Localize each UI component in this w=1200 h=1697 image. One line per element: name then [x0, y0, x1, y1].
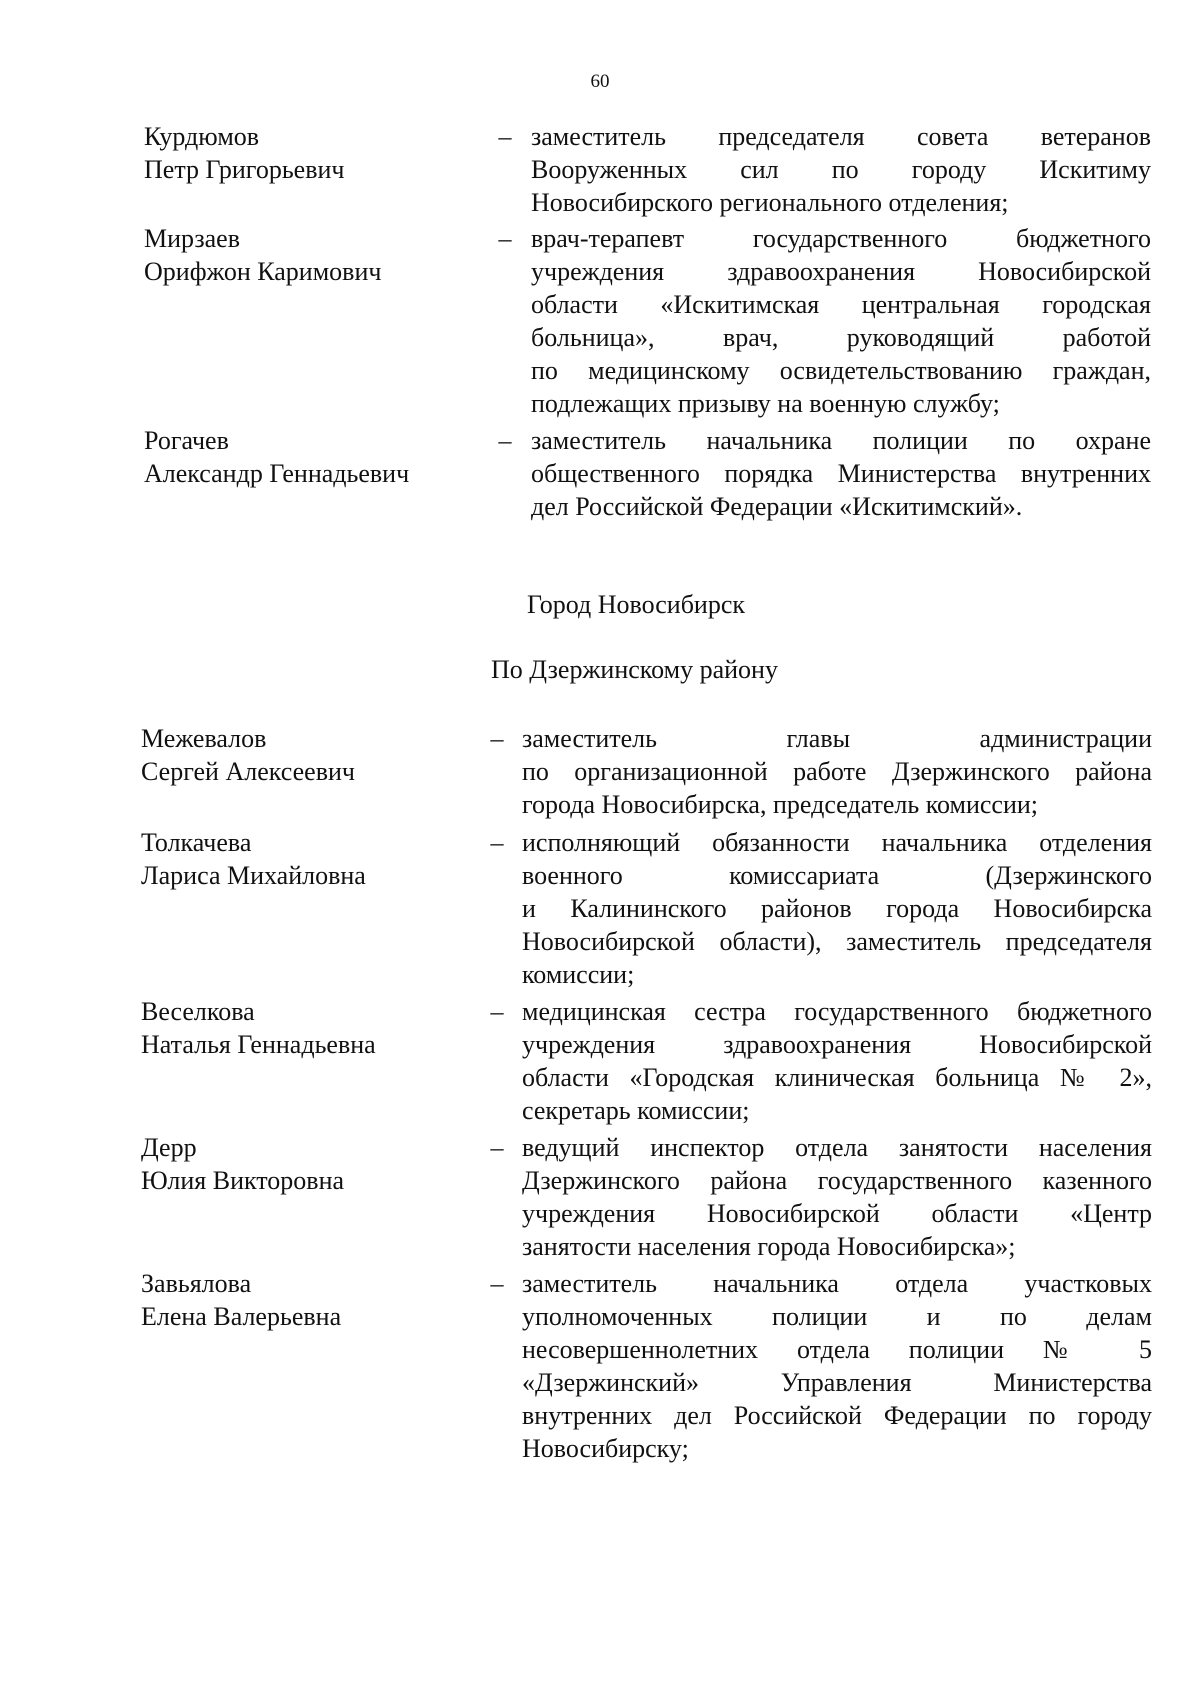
member-position — [522, 722, 1152, 821]
member-given-names: Орифжон Каримович — [144, 257, 382, 286]
member-given-names: Наталья Геннадьевна — [141, 1030, 376, 1059]
position-line: занятости населения города Новосибирска»; — [522, 1232, 1016, 1261]
member-name — [141, 722, 481, 788]
position-line: ведущий инспектор отдела занятости населения — [522, 1133, 1152, 1162]
position-line: внутренних дел Российской Федерации по городу — [522, 1401, 1152, 1430]
position-line: несовершеннолетних отдела полиции № 5 — [522, 1335, 1152, 1364]
member-name — [141, 1267, 481, 1333]
position-line: медицинская сестра государственного бюджетного — [522, 997, 1152, 1026]
position-line: секретарь комиссии; — [522, 1096, 750, 1125]
member-position — [522, 995, 1152, 1127]
position-line: Дзержинского района государственного казенного — [522, 1166, 1152, 1195]
member-name — [144, 222, 484, 288]
position-line: области «Городская клиническая больница № 2», — [522, 1063, 1152, 1092]
position-line: дел Российской Федерации «Искитимский». — [531, 492, 1023, 521]
member-surname: Мирзаев — [144, 224, 240, 253]
member-surname: Межевалов — [141, 724, 267, 753]
member-position — [522, 826, 1152, 991]
position-line: области «Искитимская центральная городская — [531, 290, 1151, 319]
member-name — [141, 826, 481, 892]
member-name — [141, 995, 481, 1061]
position-line: и Калининского районов города Новосибирска — [522, 894, 1152, 923]
position-line: Новосибирску; — [522, 1434, 689, 1463]
position-line: учреждения здравоохранения Новосибирской — [522, 1030, 1152, 1059]
member-surname: Рогачев — [144, 426, 229, 455]
entry-dash: – — [498, 122, 512, 151]
position-line: больница», врач, руководящий работой — [531, 323, 1151, 352]
member-position — [531, 120, 1151, 219]
position-line: по организационной работе Дзержинского района — [522, 757, 1152, 786]
position-line: исполняющий обязанности начальника отделения — [522, 828, 1152, 857]
entry-dash: – — [490, 997, 504, 1026]
entry-dash: – — [498, 426, 512, 455]
member-surname: Курдюмов — [144, 122, 260, 151]
entry-dash: – — [498, 224, 512, 253]
member-surname: Веселкова — [141, 997, 255, 1026]
member-given-names: Петр Григорьевич — [144, 155, 345, 184]
member-given-names: Александр Геннадьевич — [144, 459, 410, 488]
position-line: заместитель начальника отдела участковых — [522, 1269, 1152, 1298]
member-name — [144, 424, 484, 490]
position-line: учреждения Новосибирской области «Центр — [522, 1199, 1152, 1228]
entry-dash: – — [490, 1269, 504, 1298]
member-given-names: Юлия Викторовна — [141, 1166, 345, 1195]
member-given-names: Елена Валерьевна — [141, 1302, 342, 1331]
position-line: подлежащих призыву на военную службу; — [531, 389, 1000, 418]
position-line: врач-терапевт государственного бюджетного — [531, 224, 1151, 253]
member-position — [522, 1131, 1152, 1263]
member-surname: Толкачева — [141, 828, 252, 857]
member-surname: Завьялова — [141, 1269, 252, 1298]
position-line: заместитель начальника полиции по охране — [531, 426, 1151, 455]
position-line: города Новосибирска, председатель комиссии; — [522, 790, 1039, 819]
position-line: по медицинскому освидетельствованию граждан, — [531, 356, 1151, 385]
member-name — [144, 120, 484, 186]
position-line: общественного порядка Министерства внутренних — [531, 459, 1151, 488]
member-position — [531, 424, 1151, 523]
entry-dash: – — [490, 828, 504, 857]
position-line: учреждения здравоохранения Новосибирской — [531, 257, 1151, 286]
position-line: заместитель председателя совета ветеранов — [531, 122, 1151, 151]
section-heading-district: По Дзержинскому району — [491, 655, 778, 684]
position-line: военного комиссариата (Дзержинского — [522, 861, 1152, 890]
entry-dash: – — [490, 724, 504, 753]
position-line: заместитель главы администрации — [522, 724, 1152, 753]
position-line: «Дзержинский» Управления Министерства — [522, 1368, 1152, 1397]
position-line: уполномоченных полиции и по делам — [522, 1302, 1152, 1331]
page-number: 60 — [590, 71, 610, 92]
section-heading-city: Город Новосибирск — [527, 590, 746, 619]
entry-dash: – — [490, 1133, 504, 1162]
member-name — [141, 1131, 481, 1197]
member-position — [531, 222, 1151, 420]
member-given-names: Сергей Алексеевич — [141, 757, 355, 786]
member-surname: Дерр — [141, 1133, 197, 1162]
position-line: Вооруженных сил по городу Искитиму — [531, 155, 1151, 184]
member-given-names: Лариса Михайловна — [141, 861, 366, 890]
member-position — [522, 1267, 1152, 1465]
position-line: комиссии; — [522, 960, 635, 989]
position-line: Новосибирского регионального отделения; — [531, 188, 1009, 217]
position-line: Новосибирской области), заместитель председателя — [522, 927, 1152, 956]
